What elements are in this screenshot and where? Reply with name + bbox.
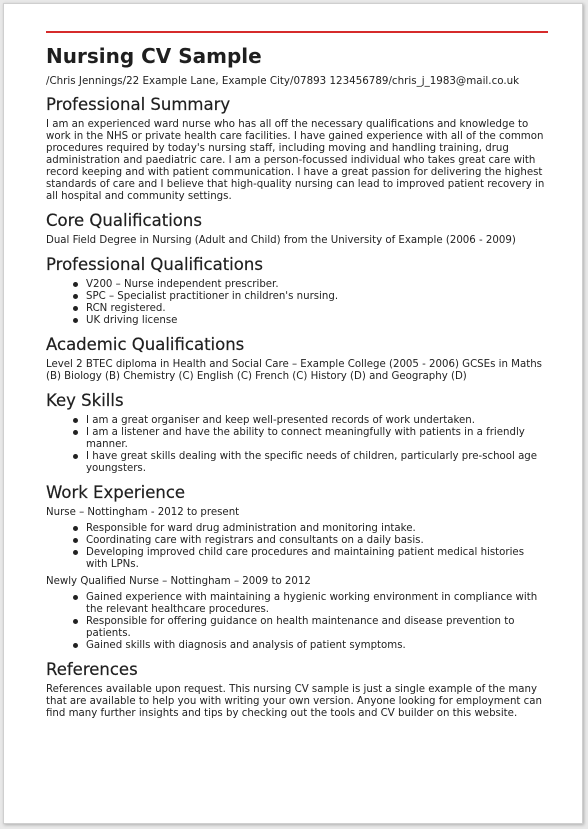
academic-heading: Academic Qualifications: [46, 335, 245, 354]
list-item: V200 – Nurse independent prescriber.: [86, 279, 546, 291]
job-title: Newly Qualified Nurse – Nottingham – 2009 to 2012: [46, 576, 311, 587]
summary-heading: Professional Summary: [46, 95, 231, 114]
section-references: [46, 660, 546, 720]
list-item: I am a great organiser and keep well-presented records of work undertaken.: [86, 415, 546, 427]
skills-heading: Key Skills: [46, 391, 124, 410]
section-core-qualifications: [46, 211, 546, 247]
list-item: I am a listener and have the ability to connect meaningfully with patients in a friendly manner.: [86, 427, 546, 451]
academic-text: Level 2 BTEC diploma in Health and Social Care – Example College (2005 - 2006) GCSEs in Maths (B) Biology (B) Chemistry (C) English (C) French (C) History (D) and Geography (D): [46, 359, 542, 382]
summary-text: I am an experienced ward nurse who has all off the necessary qualifications and knowledge to work in the NHS or private health care facilities. I have gained experience with all of the common procedures required by today's nursing staff, including moving and handling training, drug administration and paediatric care. I am a person-focussed individual who takes great care with record keeping and with patient communication. I have a great passion for delivering the highest standards of care and I believe that high-quality nursing can lead to improved patient recovery in all hospital and community settings.: [46, 119, 545, 202]
core-text: Dual Field Degree in Nursing (Adult and Child) from the University of Example (2006 - 2009): [46, 235, 516, 246]
job-entry: [46, 576, 546, 652]
list-item: UK driving license: [86, 315, 546, 327]
list-item: I have great skills dealing with the specific needs of children, particularly pre-school age youngsters.: [86, 451, 546, 475]
job-entry: [46, 507, 546, 571]
contact-line: /Chris Jennings/22 Example Lane, Example City/07893 123456789/chris_j_1983@mail.co.uk: [46, 75, 520, 87]
section-academic-qualifications: [46, 335, 546, 383]
list-item: SPC – Specialist practitioner in children's nursing.: [86, 291, 546, 303]
list-item: RCN registered.: [86, 303, 546, 315]
list-item: Responsible for offering guidance on health maintenance and disease prevention to patients.: [86, 616, 546, 640]
list-item: Responsible for ward drug administration and monitoring intake.: [86, 523, 546, 535]
page-title: Nursing CV Sample: [46, 44, 262, 68]
skills-list: [46, 415, 546, 475]
section-key-skills: [46, 391, 546, 475]
header-rule: [46, 31, 548, 33]
section-professional-qualifications: [46, 255, 546, 327]
references-heading: References: [46, 660, 138, 679]
job-title: Nurse – Nottingham - 2012 to present: [46, 507, 240, 518]
core-heading: Core Qualifications: [46, 211, 202, 230]
references-text: References available upon request. This nursing CV sample is just a single example of the many that are available to help you with writing your own version. Anyone looking for employment can find many further insights and tips by checking out the tools and CV builder on this website.: [46, 684, 542, 719]
job-duties-list: [46, 592, 546, 652]
list-item: Developing improved child care procedures and maintaining patient medical histories with LPNs.: [86, 547, 546, 571]
list-item: Gained skills with diagnosis and analysis of patient symptoms.: [86, 640, 546, 652]
section-summary: [46, 95, 546, 203]
section-work-experience: [46, 483, 546, 652]
list-item: Coordinating care with registrars and consultants on a daily basis.: [86, 535, 546, 547]
experience-heading: Work Experience: [46, 483, 186, 502]
job-duties-list: [46, 523, 546, 571]
cv-page: [3, 3, 583, 824]
professional-list: [46, 279, 546, 327]
list-item: Gained experience with maintaining a hygienic working environment in compliance with the relevant healthcare procedures.: [86, 592, 546, 616]
cv-content: [46, 44, 546, 720]
professional-heading: Professional Qualifications: [46, 255, 263, 274]
